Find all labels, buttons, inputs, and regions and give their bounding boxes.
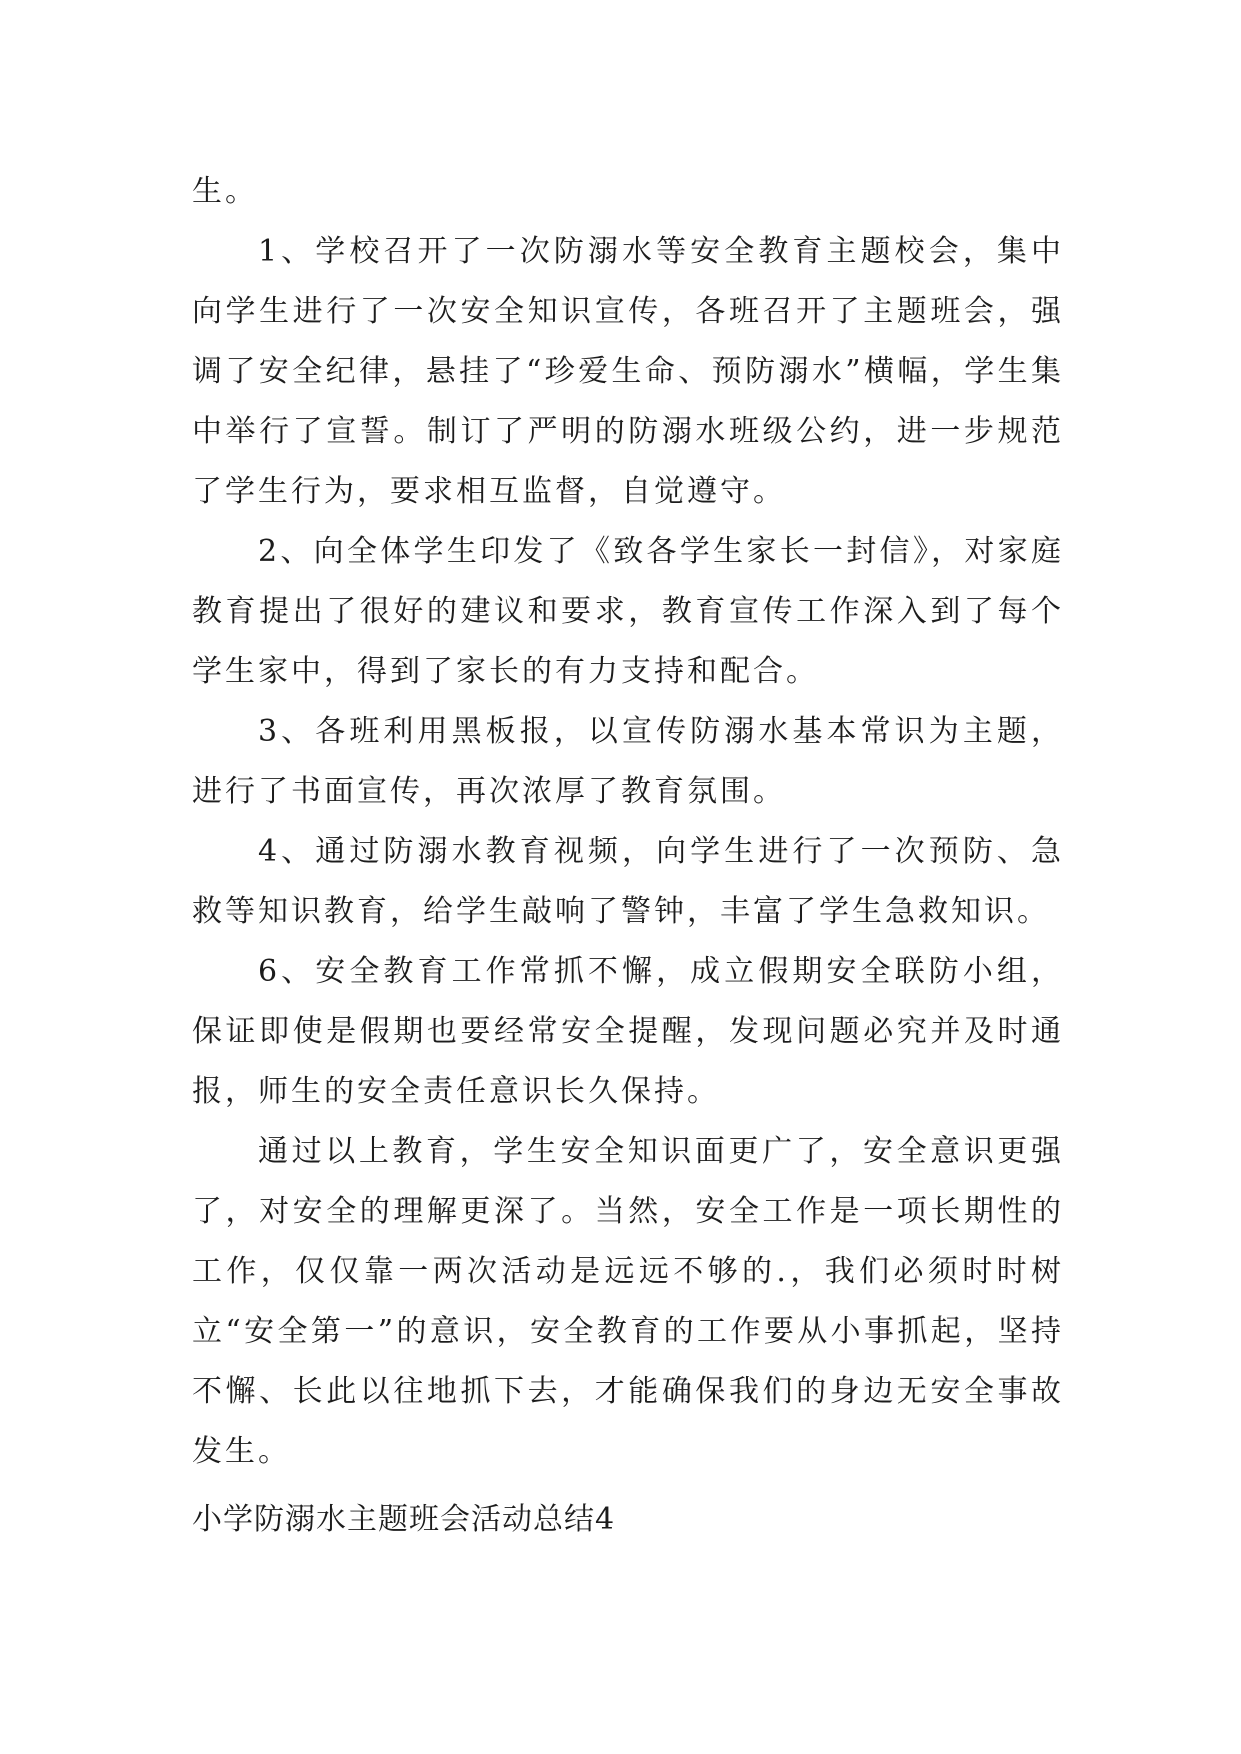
paragraph-continuation: 生。	[192, 174, 258, 209]
paragraph-item-3: 3、各班利用黑板报，以宣传防溺水基本常识为主题，进行了书面宣传，再次浓厚了教育氛围。	[192, 714, 1064, 809]
paragraph-conclusion: 通过以上教育，学生安全知识面更广了，安全意识更强了，对安全的理解更深了。当然，安全工作是一项长期性的工作，仅仅靠一两次活动是远远不够的.，我们必须时时树立“安全第一”的意识，安全教育的工作要从小事抓起，坚持不懈、长此以往地抓下去，才能确保我们的身边无安全事故发生。	[192, 1134, 1064, 1469]
section-heading: 小学防溺水主题班会活动总结4	[192, 1502, 616, 1537]
paragraph-item-2: 2、向全体学生印发了《致各学生家长一封信》，对家庭教育提出了很好的建议和要求，教育宣传工作深入到了每个学生家中，得到了家长的有力支持和配合。	[192, 534, 1064, 689]
paragraph-item-6: 6、安全教育工作常抓不懈，成立假期安全联防小组，保证即使是假期也要经常安全提醒，发现问题必究并及时通报，师生的安全责任意识长久保持。	[192, 954, 1064, 1109]
document-body	[192, 162, 1064, 1482]
paragraph-item-4: 4、通过防溺水教育视频，向学生进行了一次预防、急救等知识教育，给学生敲响了警钟，丰富了学生急救知识。	[192, 834, 1064, 929]
paragraph-item-1: 1、学校召开了一次防溺水等安全教育主题校会，集中向学生进行了一次安全知识宣传，各班召开了主题班会，强调了安全纪律，悬挂了“珍爱生命、预防溺水”横幅，学生集中举行了宣誓。制订了严明的防溺水班级公约，进一步规范了学生行为，要求相互监督，自觉遵守。	[192, 234, 1064, 509]
